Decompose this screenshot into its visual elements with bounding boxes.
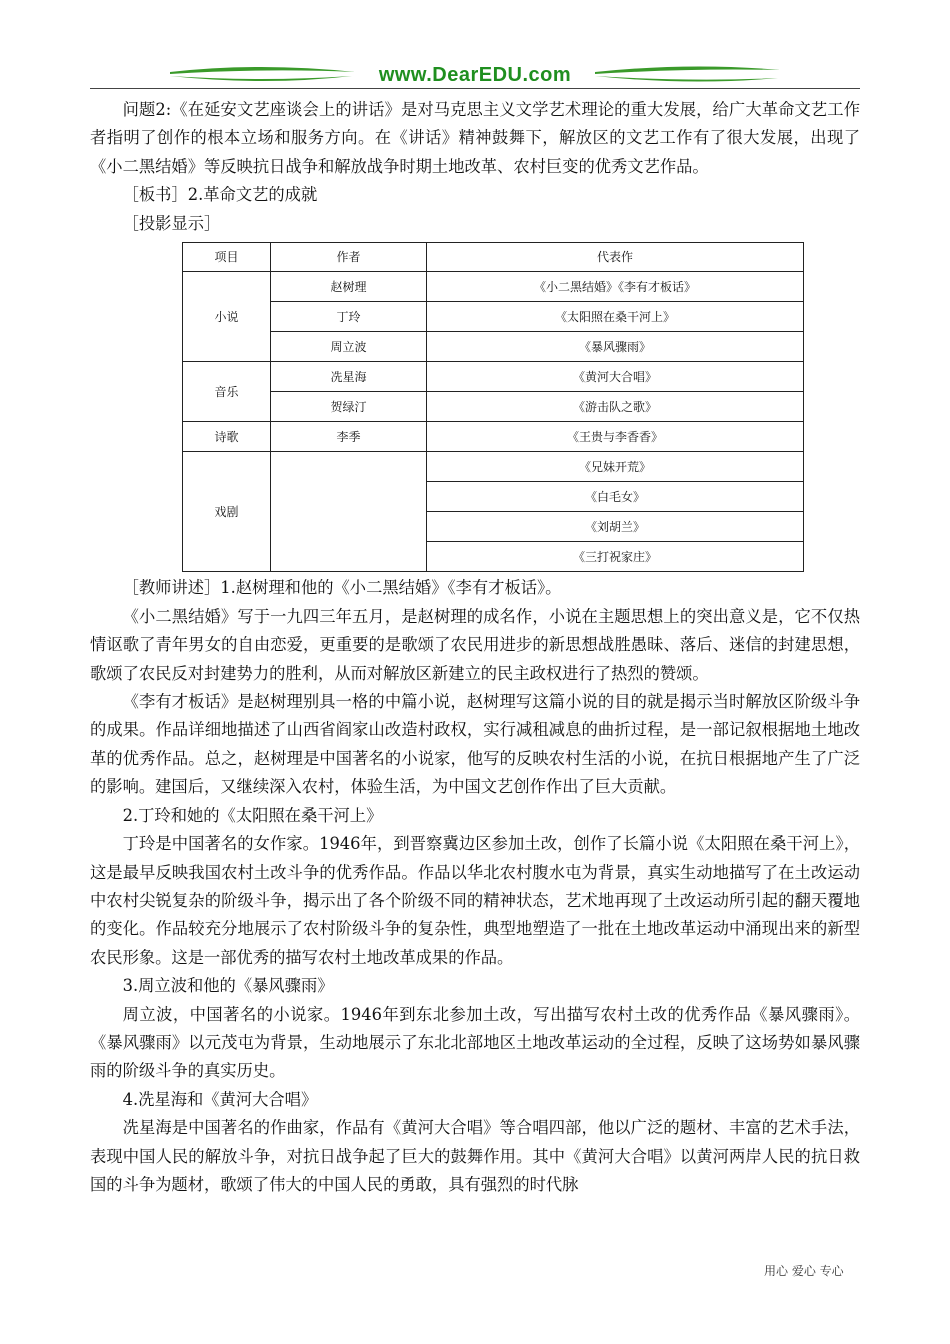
paragraph: 丁玲是中国著名的女作家。1946年，到晋察冀边区参加土改，创作了长篇小说《太阳照在桑干河上》，这是最早反映我国农村土改斗争的优秀作品。作品以华北农村腹水屯为背景，真实生动地描写了在土改运动中农村尖锐复杂的阶级斗争，揭示出了各个阶级不同的精神状态，艺术地再现了土改运动所引起的翻天覆地的变化。作品较充分地展示了农村阶级斗争的复杂性，典型地塑造了一批在土地改革运动中涌现出来的新型农民形象。这是一部优秀的描写农村土地改革成果的作品。 bbox=[90, 834, 860, 967]
category-cell: 戏剧 bbox=[183, 452, 271, 572]
author-cell-empty bbox=[271, 452, 427, 572]
table-header-row bbox=[183, 243, 804, 272]
paragraph: 《小二黑结婚》写于一九四三年五月，是赵树理的成名作，小说在主题思想上的突出意义是，它不仅热情讴歌了青年男女的自由恋爱，更重要的是歌颂了农民用进步的新思想战胜愚昧、落后、迷信的封建思想，歌颂了农民反对封建势力的胜利，从而对解放区新建立的民主政权进行了热烈的赞颂。 bbox=[90, 606, 860, 683]
work-cell: 《游击队之歌》 bbox=[427, 392, 804, 422]
author-cell: 赵树理 bbox=[271, 272, 427, 302]
author-cell: 冼星海 bbox=[271, 362, 427, 392]
page-header bbox=[90, 58, 860, 92]
category-cell: 音乐 bbox=[183, 362, 271, 422]
document-body bbox=[90, 96, 860, 1199]
table-row bbox=[183, 452, 804, 482]
author-cell: 贺绿汀 bbox=[271, 392, 427, 422]
teacher-narration-label: ［教师讲述］1.赵树理和他的《小二黑结婚》《李有才板话》。 bbox=[122, 578, 562, 598]
site-logo-text: www.DearEDU.com bbox=[378, 64, 572, 86]
works-table bbox=[182, 242, 804, 572]
category-cell: 诗歌 bbox=[183, 422, 271, 452]
work-cell: 《黄河大合唱》 bbox=[427, 362, 804, 392]
author-cell: 丁玲 bbox=[271, 302, 427, 332]
work-cell: 《刘胡兰》 bbox=[427, 512, 804, 542]
work-cell: 《白毛女》 bbox=[427, 482, 804, 512]
category-cell: 小说 bbox=[183, 272, 271, 362]
paragraph: 冼星海是中国著名的作曲家，作品有《黄河大合唱》等合唱四部，他以广泛的题材、丰富的艺术手法，表现中国人民的解放斗争，对抗日战争起了巨大的鼓舞作用。其中《黄河大合唱》以黄河两岸人民的抗日救国的斗争为题材，歌颂了伟大的中国人民的勇敢，具有强烈的时代脉 bbox=[90, 1118, 860, 1194]
paragraph: 《李有才板话》是赵树理别具一格的中篇小说，赵树理写这篇小说的目的就是揭示当时解放区阶级斗争的成果。作品详细地描述了山西省阎家山改造村政权，实行减租减息的曲折过程，是一部记叙根据地土地改革的优秀作品。总之，赵树理是中国著名的小说家，他写的反映农村生活的小说，在抗日根据地产生了广泛的影响。建国后，又继续深入农村，体验生活，为中国文艺创作作出了巨大贡献。 bbox=[90, 692, 860, 797]
paragraph: 周立波，中国著名的小说家。1946年到东北参加土改，写出描写农村土改的优秀作品《暴风骤雨》。《暴风骤雨》以元茂屯为背景，生动地展示了东北北部地区土地改革运动的全过程，反映了这场势如暴风骤雨的阶级斗争的真实历史。 bbox=[90, 1004, 860, 1081]
column-header: 作者 bbox=[271, 243, 427, 272]
section-heading: 4.冼星海和《黄河大合唱》 bbox=[122, 1089, 318, 1109]
work-cell: 《太阳照在桑干河上》 bbox=[427, 302, 804, 332]
work-cell: 《兄妹开荒》 bbox=[427, 452, 804, 482]
table-row bbox=[183, 272, 804, 302]
table-row bbox=[183, 332, 804, 362]
work-cell: 《暴风骤雨》 bbox=[427, 332, 804, 362]
page-footer: 用心 爱心 专心 bbox=[764, 1264, 844, 1278]
section-heading: 2.丁玲和她的《太阳照在桑干河上》 bbox=[122, 805, 383, 825]
work-cell: 《王贵与李香香》 bbox=[427, 422, 804, 452]
blackboard-label: ［板书］2.革命文艺的成就 bbox=[122, 185, 318, 205]
column-header: 项目 bbox=[183, 243, 271, 272]
work-cell: 《三打祝家庄》 bbox=[427, 542, 804, 572]
table-row bbox=[183, 302, 804, 332]
header-rule bbox=[90, 88, 860, 89]
projection-label: ［投影显示］ bbox=[122, 213, 221, 233]
paragraph: 问题2:《在延安文艺座谈会上的讲话》是对马克思主义文学艺术理论的重大发展，给广大革命文艺工作者指明了创作的根本立场和服务方向。在《讲话》精神鼓舞下，解放区的文艺工作有了很大发展，出现了《小二黑结婚》等反映抗日战争和解放战争时期土地改革、农村巨变的优秀文艺作品。 bbox=[90, 100, 860, 176]
author-cell: 周立波 bbox=[271, 332, 427, 362]
work-cell: 《小二黑结婚》《李有才板话》 bbox=[427, 272, 804, 302]
column-header: 代表作 bbox=[427, 243, 804, 272]
author-cell: 李季 bbox=[271, 422, 427, 452]
table-row bbox=[183, 362, 804, 392]
table-row bbox=[183, 422, 804, 452]
table-row bbox=[183, 392, 804, 422]
section-heading: 3.周立波和他的《暴风骤雨》 bbox=[122, 976, 334, 996]
